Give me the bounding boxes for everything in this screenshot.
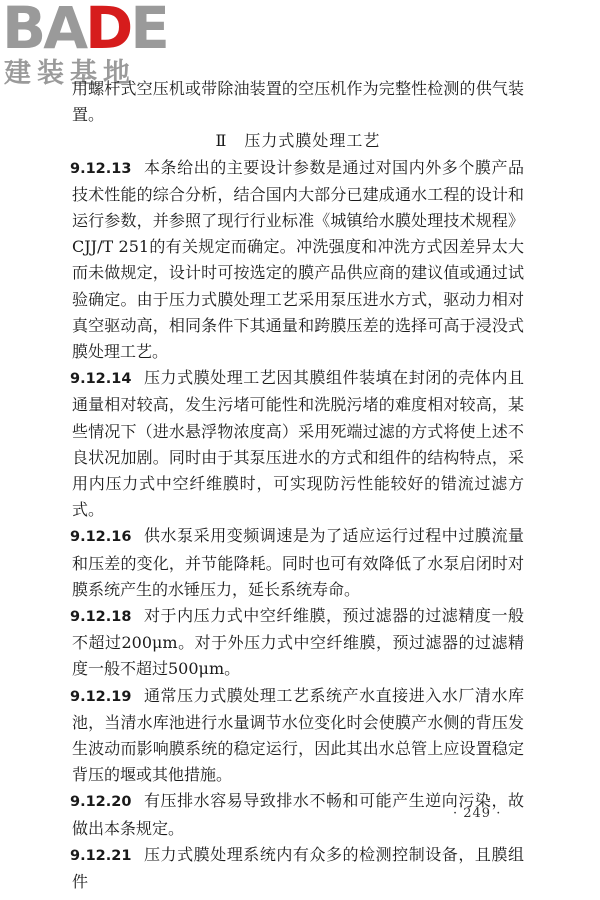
intro-paragraph: 用螺杆式空压机或带除油装置的空压机作为完整性检测的供气装置。 [72, 79, 524, 125]
section-title: Ⅱ 压力式膜处理工艺 [215, 131, 381, 151]
clause-paragraph [72, 683, 524, 789]
clause-paragraph [72, 365, 524, 523]
clause-number: 9.12.16 [70, 529, 132, 546]
clause-paragraph [72, 523, 524, 603]
clause-number: 9.12.14 [70, 371, 132, 388]
page-number: · 249 · [453, 806, 502, 821]
clause-text: 供水泵采用变频调速是为了适应运行过程中过膜流量和压差的变化，并节能降耗。同时也可有效降低了水泵启闭时对膜系统产生的水锤压力，延长系统寿命。 [72, 526, 524, 599]
clause-paragraph [72, 603, 524, 683]
clause-text: 压力式膜处理工艺因其膜组件装填在封闭的壳体内且通量相对较高，发生污堵可能性和洗脱污堵的难度相对较高，某些情况下（进水悬浮物浓度高）采用死端过滤的方式将使上述不良状况加剧。同时由于其泵压进水的方式和组件的结构特点，采用内压力式中空纤维膜时，可实现防污性能较好的错流过滤方式。 [72, 368, 524, 520]
clause-text: 压力式膜处理系统内有众多的检测控制设备，且膜组件 [72, 844, 524, 892]
clause-text: 通常压力式膜处理工艺系统产水直接进入水厂清水库池，当清水库池进行水量调节水位变化时会使膜产水侧的背压发生波动而影响膜系统的稳定运行，因此其出水总管上应设置稳定背压的堰或其他措施。 [72, 685, 524, 785]
clause-paragraph [72, 842, 524, 895]
logo-chinese-text: 建装基地 [4, 58, 136, 89]
clause-number: 9.12.13 [70, 160, 132, 177]
clause-paragraph [72, 155, 524, 366]
document-body [72, 76, 524, 895]
clause-number: 9.12.20 [70, 794, 132, 811]
clause-number: 9.12.21 [70, 847, 132, 864]
clause-text: 对于内压力式中空纤维膜，预过滤器的过滤精度一般不超过200μm。对于外压力式中空纤维膜，预过滤器的过滤精度一般不超过500μm。 [72, 606, 524, 679]
clause-number: 9.12.18 [70, 609, 132, 626]
clause-text: 有压排水容易导致排水不畅和可能产生逆向污染，故做出本条规定。 [72, 791, 524, 838]
clause-text: 本条给出的主要设计参数是通过对国内外多个膜产品技术性能的综合分析，结合国内大部分已建成通水工程的设计和运行参数，并参照了现行行业标准《城镇给水膜处理技术规程》CJJ/T 251的有关规定而确定。冲洗强度和冲洗方式因差异太大而未做规定，设计时可按选定的膜产品供应商的建议值或通过试验确定。由于压力式膜处理工艺采用泵压进水方式，驱动力相对真空驱动高，相同条件下其通量和跨膜压差的选择可高于浸没式膜处理工艺。 [72, 157, 524, 362]
clause-number: 9.12.19 [70, 688, 132, 705]
logo-latin-text: BADE [2, 0, 167, 62]
